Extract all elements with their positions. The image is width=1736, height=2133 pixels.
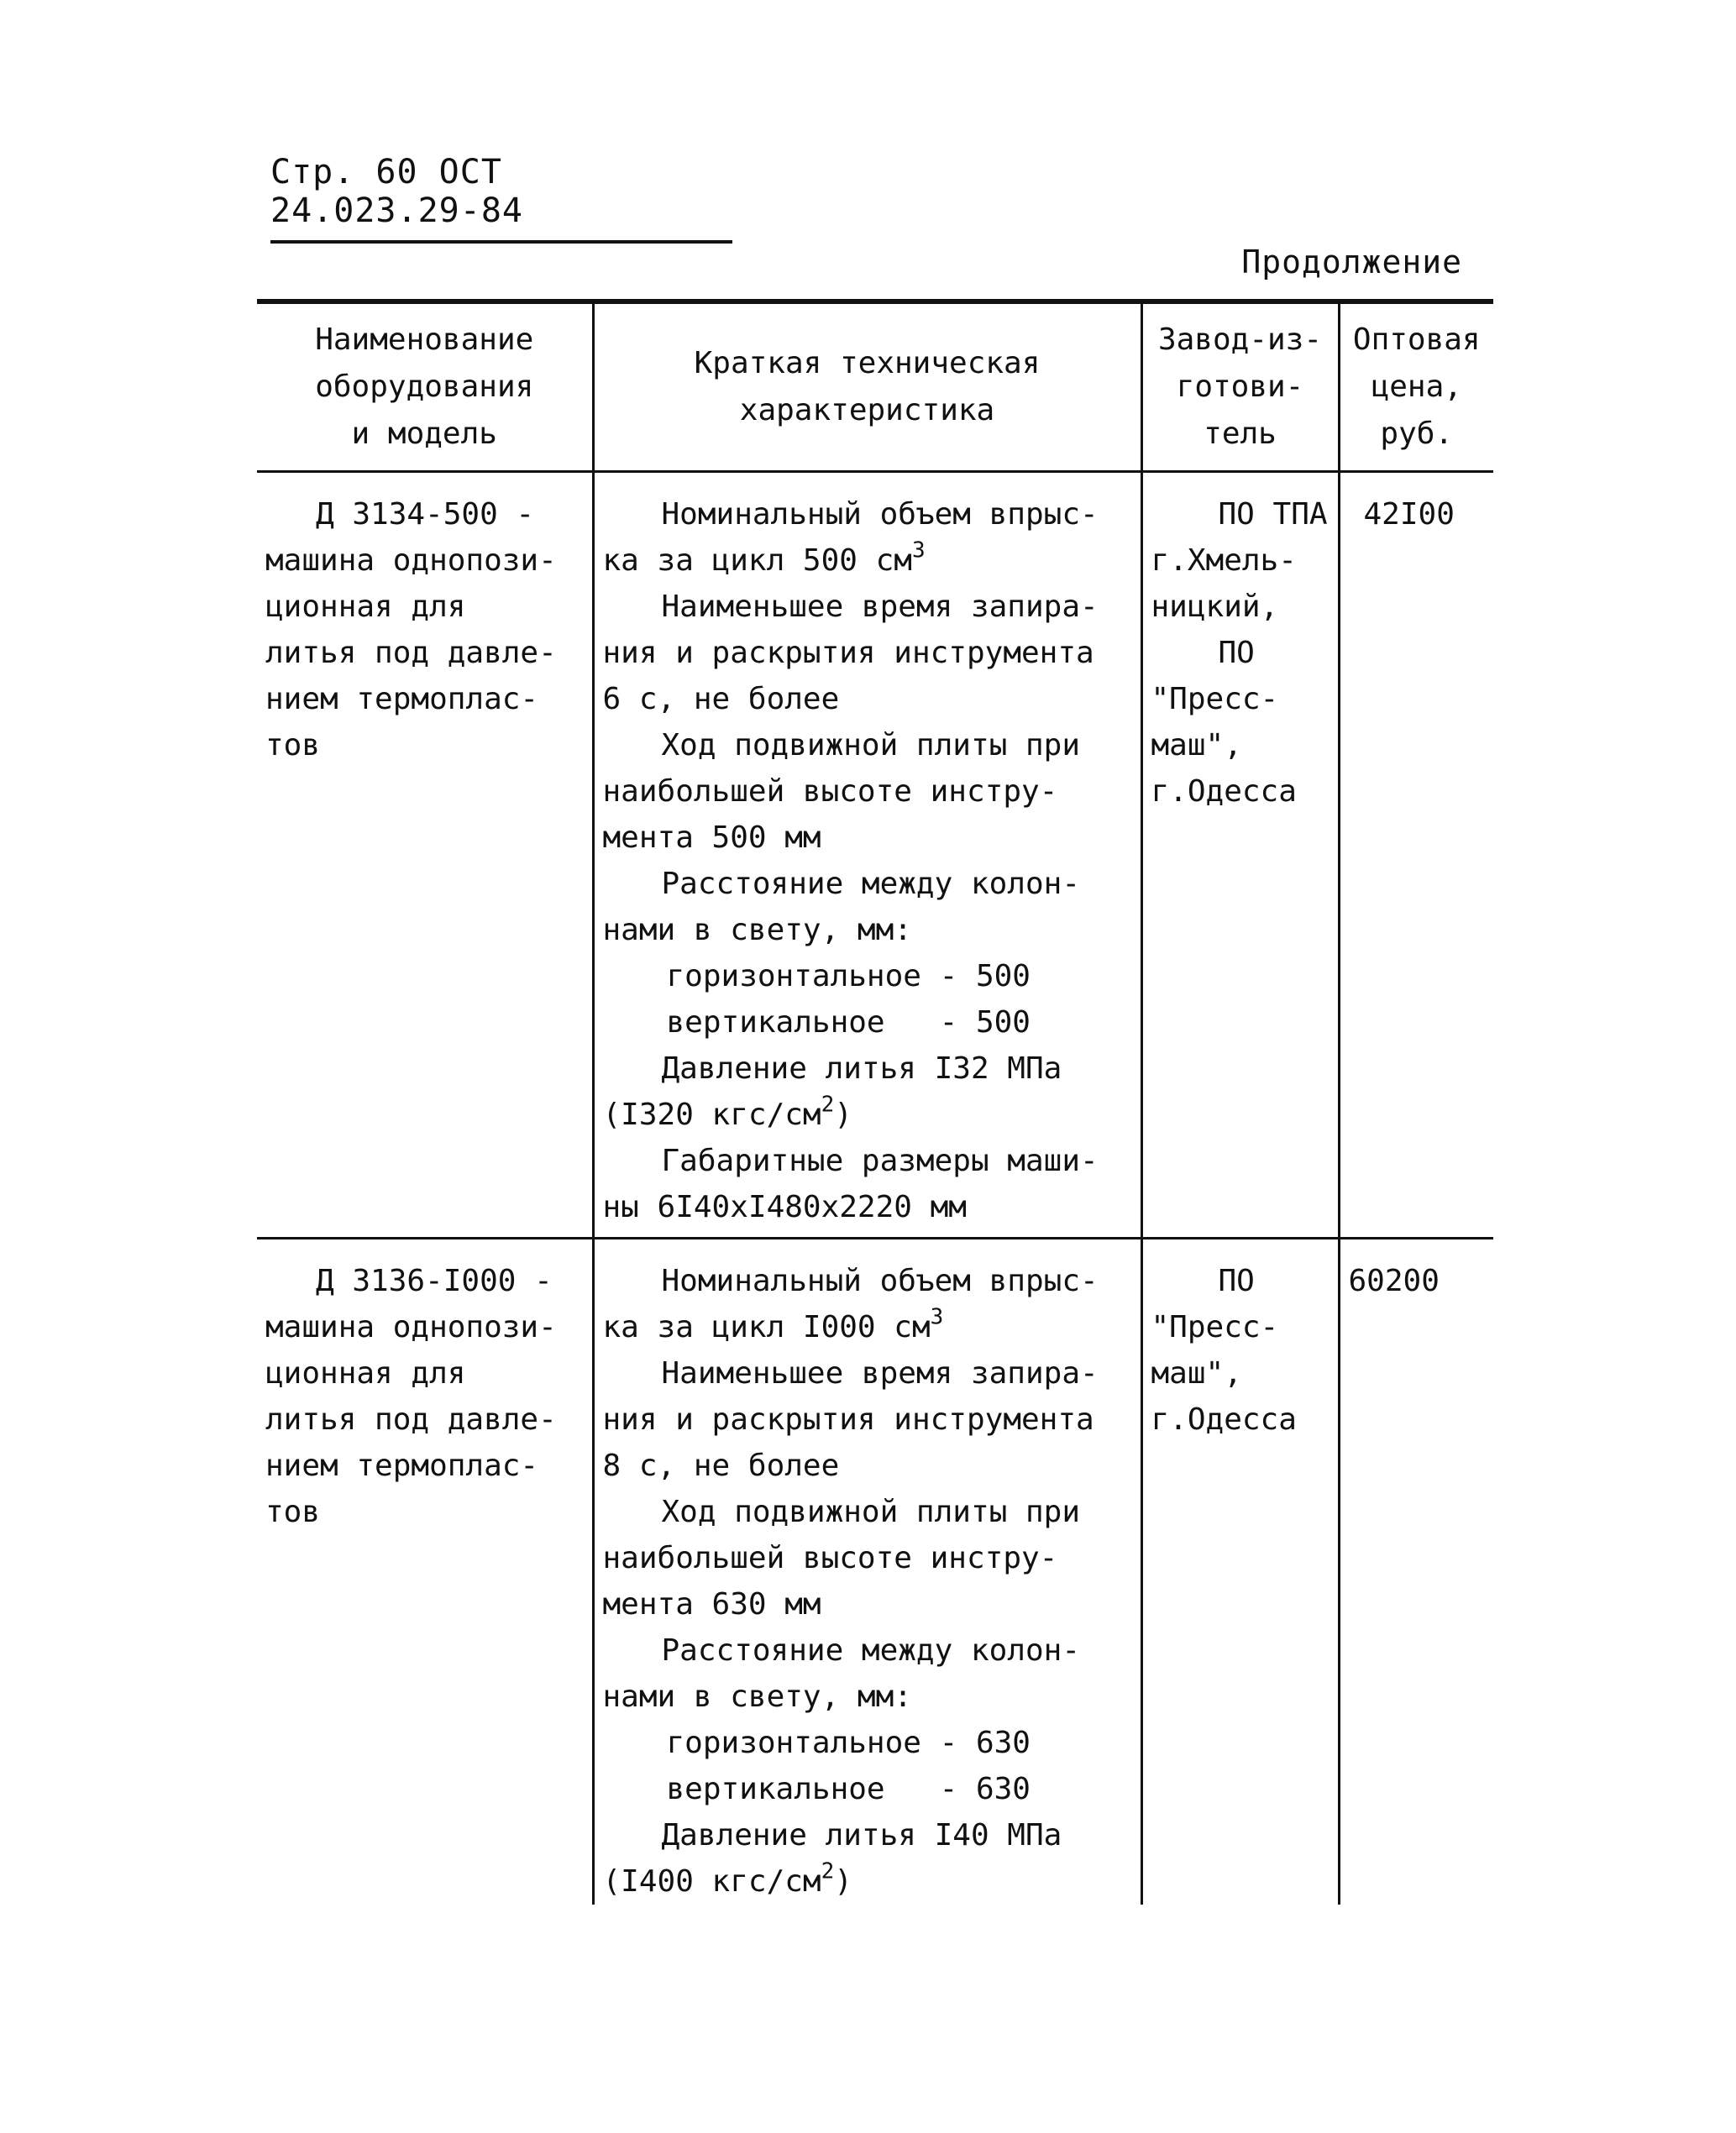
model-line: машина однопози-: [265, 1310, 557, 1344]
model-line: Д 3134-500 -: [316, 497, 535, 532]
header-line: тель: [1204, 417, 1277, 451]
model-line: машина однопози-: [265, 543, 557, 578]
model-line: ционная для: [265, 590, 466, 624]
column-header-specification: [593, 301, 1141, 472]
manufacturer-cell: [1141, 472, 1339, 1239]
table-header-row: [257, 301, 1493, 472]
model-line: Д 3136-I000 -: [316, 1264, 553, 1298]
header-line: руб.: [1380, 417, 1454, 451]
spec-line: мента 630 мм: [602, 1587, 821, 1622]
spec-text: ка за цикл I000 см: [602, 1310, 931, 1344]
manufacturer-line: г.Хмель-: [1151, 543, 1297, 578]
table-row: [257, 472, 1493, 1239]
model-line: ционная для: [265, 1356, 466, 1391]
manufacturer-line: ПО: [1218, 636, 1255, 670]
equipment-table: [257, 299, 1493, 1905]
price-value: 60200: [1348, 1264, 1440, 1298]
spec-line: наибольшей высоте инстру-: [602, 774, 1058, 809]
spec-line: [603, 1304, 1134, 1350]
manufacturer-line: "Пресс-: [1151, 1310, 1279, 1344]
spec-line: 8 с, не более: [602, 1449, 840, 1483]
spec-line: 6 с, не более: [602, 682, 840, 716]
spec-line: наибольшей высоте инстру-: [602, 1541, 1058, 1575]
manufacturer-line: ПО ТПА: [1218, 497, 1328, 532]
header-line: цена,: [1371, 369, 1462, 404]
model-line: тов: [265, 728, 321, 763]
spec-line: Ход подвижной плиты при: [661, 728, 1080, 763]
spec-text: ): [834, 1864, 852, 1899]
header-line: характеристика: [739, 393, 995, 427]
manufacturer-line: маш",: [1151, 728, 1242, 763]
price-cell: [1339, 1239, 1493, 1905]
column-header-equipment: [257, 301, 593, 472]
spec-line: Номинальный объем впрыс-: [661, 497, 1099, 532]
spec-text: ка за цикл 500 см: [602, 543, 912, 578]
header-line: и модель: [351, 417, 497, 451]
spec-line: нами в свету, мм:: [602, 913, 912, 947]
specification-cell: [593, 472, 1141, 1239]
superscript: 2: [821, 1858, 835, 1884]
manufacturer-line: "Пресс-: [1151, 682, 1279, 716]
header-line: Наименование: [315, 322, 534, 357]
spec-text: ): [834, 1098, 852, 1132]
manufacturer-line: ПО: [1218, 1264, 1255, 1298]
spec-line: Давление литья I32 МПа: [661, 1051, 1062, 1086]
model-cell: [257, 1239, 593, 1905]
spec-line: мента 500 мм: [602, 820, 821, 855]
spec-line: вертикальное - 630: [666, 1772, 1031, 1806]
spec-line: Расстояние между колон-: [661, 867, 1080, 901]
spec-line: Давление литья I40 МПа: [661, 1818, 1062, 1853]
column-header-manufacturer: [1141, 301, 1339, 472]
header-line: Краткая техническая: [694, 346, 1041, 380]
page-reference: Стр. 60 ОСТ 24.023.29-84: [270, 153, 732, 244]
header-line: Оптовая: [1352, 322, 1481, 357]
spec-line: горизонтальное - 630: [666, 1726, 1031, 1760]
spec-line: ны 6I40хI480х2220 мм: [602, 1190, 967, 1224]
header-line: оборудования: [315, 369, 534, 404]
model-line: литья под давле-: [265, 1402, 557, 1437]
model-line: нием термоплас-: [265, 1449, 539, 1483]
manufacturer-line: ницкий,: [1151, 590, 1279, 624]
spec-line: вертикальное - 500: [666, 1005, 1031, 1040]
header-line: готови-: [1176, 369, 1304, 404]
continuation-label: Продолжение: [1241, 244, 1462, 280]
manufacturer-line: г.Одесса: [1151, 1402, 1297, 1437]
spec-line: [603, 1858, 1134, 1905]
spec-line: нами в свету, мм:: [602, 1680, 912, 1714]
table-row: [257, 1239, 1493, 1905]
spec-line: Ход подвижной плиты при: [661, 1495, 1080, 1529]
spec-line: Наименьшее время запира-: [661, 1356, 1099, 1391]
column-header-price: [1339, 301, 1493, 472]
spec-line: Расстояние между колон-: [661, 1633, 1080, 1668]
spec-line: [603, 537, 1134, 584]
model-cell: [257, 472, 593, 1239]
model-line: тов: [265, 1495, 321, 1529]
spec-line: ния и раскрытия инструмента: [602, 1402, 1094, 1437]
manufacturer-cell: [1141, 1239, 1339, 1905]
spec-text: (I320 кгс/см: [602, 1098, 821, 1132]
manufacturer-line: г.Одесса: [1151, 774, 1297, 809]
superscript: 3: [930, 1304, 944, 1330]
superscript: 2: [821, 1092, 835, 1118]
model-line: нием термоплас-: [265, 682, 539, 716]
spec-line: Номинальный объем впрыс-: [661, 1264, 1099, 1298]
header-line: Завод-из-: [1157, 322, 1323, 357]
spec-text: (I400 кгс/см: [602, 1864, 821, 1899]
spec-line: Габаритные размеры маши-: [661, 1144, 1099, 1178]
price-value: 42I00: [1363, 497, 1455, 532]
spec-line: ния и раскрытия инструмента: [602, 636, 1094, 670]
spec-line: Наименьшее время запира-: [661, 590, 1099, 624]
price-cell: [1339, 472, 1493, 1239]
spec-line: [603, 1092, 1134, 1138]
superscript: 3: [911, 537, 926, 563]
spec-line: горизонтальное - 500: [666, 959, 1031, 993]
manufacturer-line: маш",: [1151, 1356, 1242, 1391]
specification-cell: [593, 1239, 1141, 1905]
model-line: литья под давле-: [265, 636, 557, 670]
